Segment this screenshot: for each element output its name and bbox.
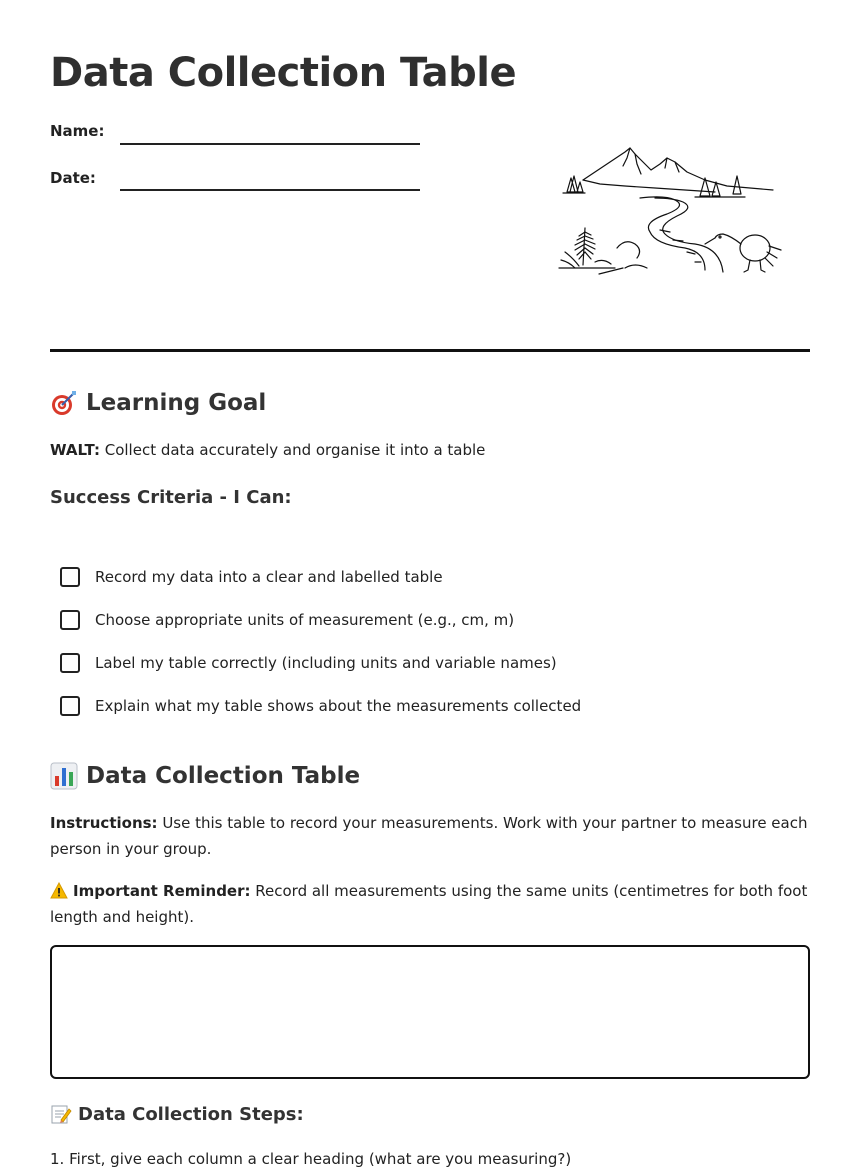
warning-icon [50, 882, 68, 899]
landscape-illustration [555, 140, 785, 285]
name-field[interactable] [120, 143, 420, 145]
data-collection-table-area[interactable] [50, 945, 810, 1079]
reminder-text [50, 878, 810, 930]
target-icon [50, 389, 78, 417]
instructions-text [50, 810, 810, 862]
success-criteria-heading: Success Criteria - I Can: [50, 487, 292, 508]
success-criteria-list [60, 555, 800, 727]
learning-goal-title: Learning Goal [86, 390, 267, 416]
reminder-label: Important Reminder: [73, 882, 251, 900]
steps-title: Data Collection Steps: [78, 1103, 304, 1125]
page-title: Data Collection Table [50, 50, 517, 96]
criteria-label: Label my table correctly (including units and variable names) [95, 653, 557, 672]
name-label: Name: [50, 122, 105, 140]
reminder-body: Record all measurements using the same units (centimetres for both foot length and height). [50, 882, 808, 926]
criteria-item [60, 555, 800, 598]
walt-text: Collect data accurately and organise it into a table [99, 441, 486, 459]
date-field[interactable] [120, 189, 420, 191]
criteria-label: Record my data into a clear and labelled table [95, 567, 443, 586]
criteria-label: Explain what my table shows about the measurements collected [95, 696, 582, 715]
criteria-item [60, 684, 800, 727]
criteria-checkbox[interactable] [60, 610, 80, 630]
memo-icon [50, 1103, 72, 1125]
walt-statement [50, 437, 810, 463]
criteria-checkbox[interactable] [60, 696, 80, 716]
criteria-checkbox[interactable] [60, 567, 80, 587]
criteria-item [60, 598, 800, 641]
data-table-heading [50, 762, 360, 790]
instructions-label: Instructions: [50, 814, 158, 832]
date-label: Date: [50, 169, 96, 187]
instructions-body: Use this table to record your measurements. Work with your partner to measure each person in your group. [50, 814, 808, 858]
criteria-label: Choose appropriate units of measurement (e.g., cm, m) [95, 610, 515, 629]
walt-label: WALT: [50, 441, 100, 459]
step-item: 1. First, give each column a clear heading (what are you measuring?) [50, 1150, 572, 1168]
learning-goal-heading [50, 389, 266, 417]
steps-heading [50, 1103, 304, 1125]
section-divider [50, 349, 810, 352]
data-table-title: Data Collection Table [86, 763, 361, 789]
criteria-checkbox[interactable] [60, 653, 80, 673]
criteria-item [60, 641, 800, 684]
bar-chart-icon [50, 762, 78, 790]
